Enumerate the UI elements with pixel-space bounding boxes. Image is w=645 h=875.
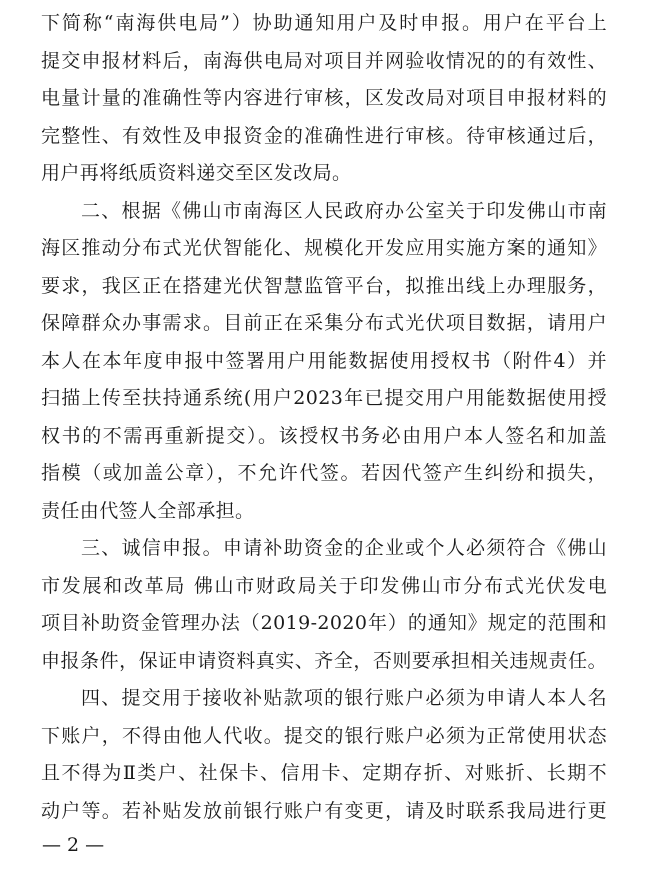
page-number: — 2 — (42, 834, 105, 856)
paragraph-line: 海区推动分布式光伏智能化、规模化开发应用实施方案的通知》 (41, 237, 607, 259)
paragraph-2 (41, 193, 607, 531)
paragraph-1 (41, 5, 607, 193)
paragraph-line: 完整性、有效性及申报资金的准确性进行审核。待审核通过后， (41, 124, 607, 147)
paragraph-line: 电量计量的准确性等内容进行审核，区发改局对项目申报材料的 (41, 87, 607, 109)
paragraph-line: 项目补助资金管理办法（2019-2020年）的通知》规定的范围和 (41, 612, 607, 634)
paragraph-line: 动户等。若补贴发放前银行账户有变更，请及时联系我局进行更 (41, 799, 607, 822)
paragraph-line: 指模（或加盖公章），不允许代签。若因代签产生纠纷和损失， (41, 462, 607, 484)
paragraph-line: 本人在本年度申报中签署用户用能数据使用授权书（附件4）并 (41, 349, 607, 372)
paragraph-line: 且不得为Ⅱ类户、社保卡、信用卡、定期存折、对账折、长期不 (41, 762, 607, 784)
paragraph-line: 下账户，不得由他人代收。提交的银行账户必须为正常使用状态 (41, 724, 607, 747)
paragraph-line: 权书的不需再重新提交）。该授权书务必由用户本人签名和加盖 (41, 424, 607, 447)
paragraph-line: 申报条件，保证申请资料真实、齐全，否则要承担相关违规责任。 (41, 649, 607, 672)
paragraph-line: 市发展和改革局 佛山市财政局关于印发佛山市分布式光伏发电 (41, 574, 607, 597)
paragraph-line: 要求，我区正在搭建光伏智慧监管平台，拟推出线上办理服务， (41, 274, 607, 297)
paragraph-line: 下简称“南海供电局”）协助通知用户及时申报。用户在平台上 (41, 12, 607, 34)
paragraph-line: 保障群众办事需求。目前正在采集分布式光伏项目数据，请用户 (41, 312, 607, 334)
paragraph-line: 四、提交用于接收补贴款项的银行账户必须为申请人本人名 (81, 687, 607, 709)
paragraph-3 (41, 530, 607, 680)
paragraph-line: 扫描上传至扶持通系统(用户2023年已提交用户用能数据使用授 (41, 387, 607, 409)
paragraph-4 (41, 680, 607, 830)
document-body (41, 0, 607, 830)
paragraph-line: 提交申报材料后，南海供电局对项目并网验收情况的的有效性、 (41, 49, 607, 72)
paragraph-line: 责任由代签人全部承担。 (41, 499, 255, 522)
paragraph-line: 二、根据《佛山市南海区人民政府办公室关于印发佛山市南 (81, 199, 607, 222)
paragraph-line: 用户再将纸质资料递交至区发改局。 (41, 162, 352, 184)
paragraph-line: 三、诚信申报。申请补助资金的企业或个人必须符合《佛山 (81, 537, 607, 559)
